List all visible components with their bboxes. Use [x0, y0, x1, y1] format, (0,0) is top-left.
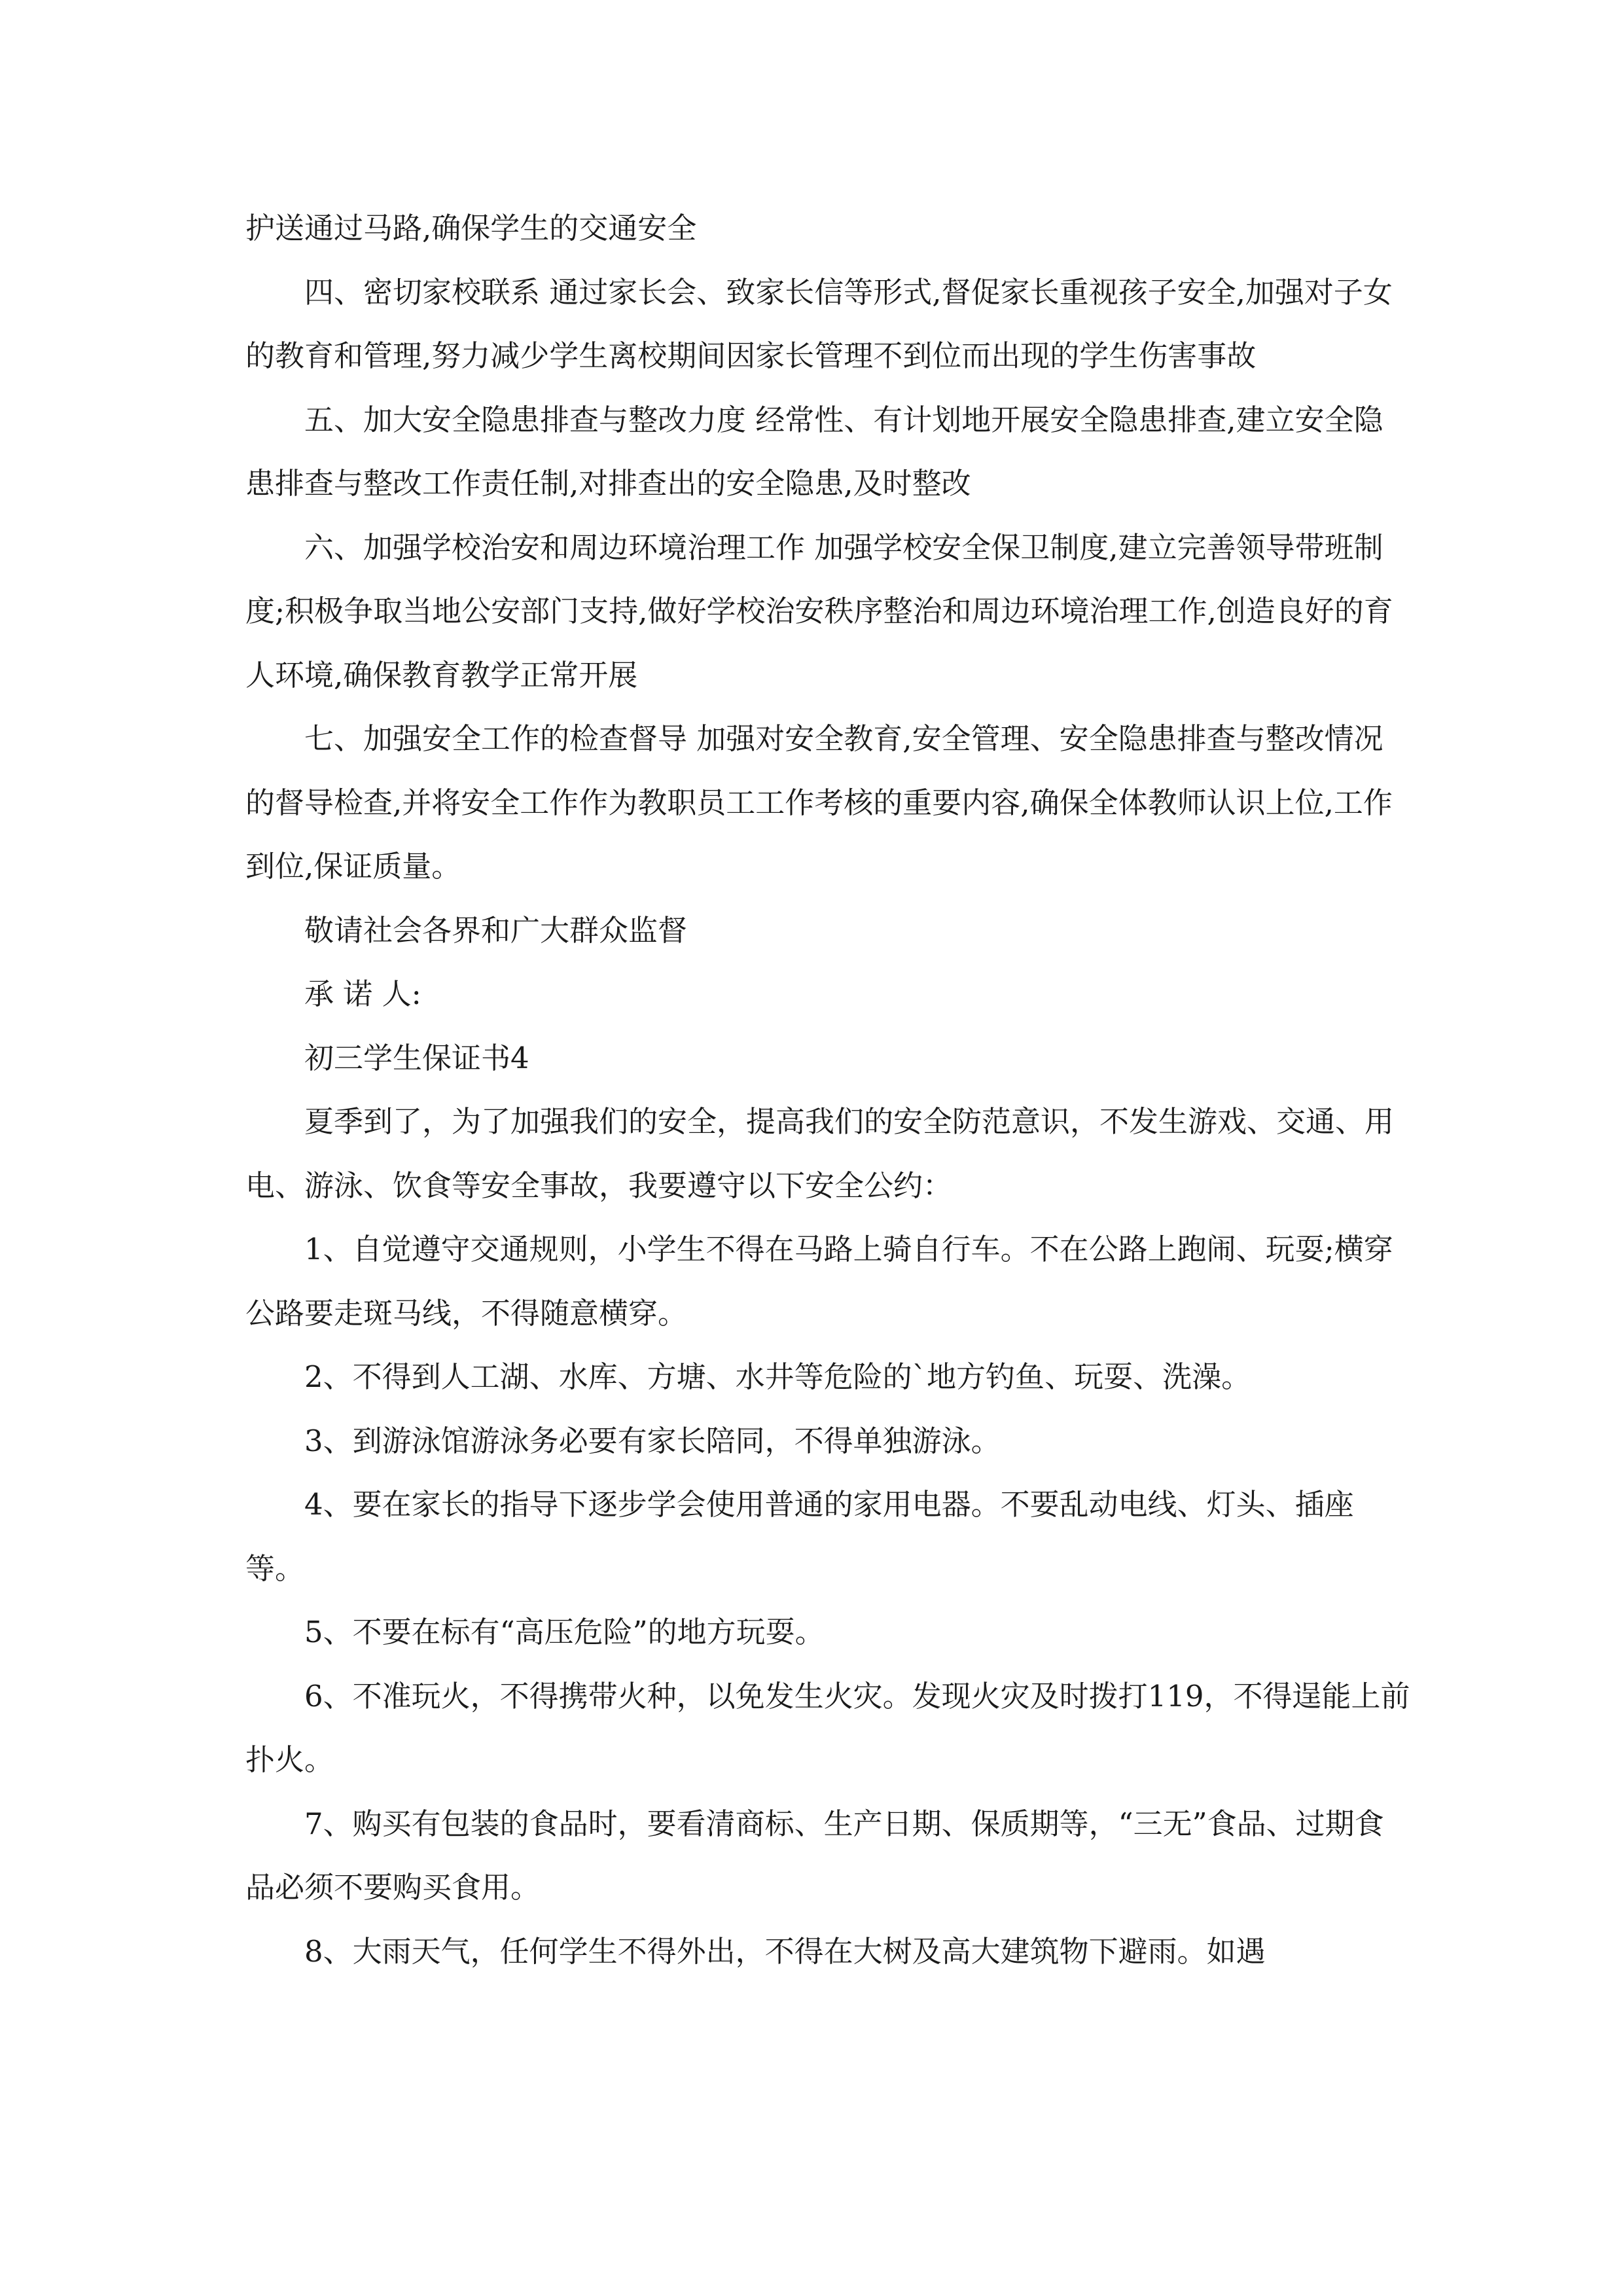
- list-item-2: 2、不得到人工湖、水库、方塘、水井等危险的`地方钓鱼、玩耍、洗澡。: [304, 1359, 1251, 1394]
- paragraph-item-five: 五、加大安全隐患排查与整改力度 经常性、有计划地开展安全隐患排查,建立安全隐患排查与整改工作责任制,对排查出的安全隐患,及时整改: [245, 402, 1383, 501]
- paragraph-supervision: 敬请社会各界和广大群众监督: [304, 912, 688, 948]
- list-item-7: 7、购买有包装的食品时，要看清商标、生产日期、保质期等，“三无”食品、过期食品必须不要购买食用。: [245, 1806, 1384, 1905]
- paragraph-item-four: 四、密切家校联系 通过家长会、致家长信等形式,督促家长重视孩子安全,加强对子女的教育和管理,努力减少学生离校期间因家长管理不到位而出现的学生伤害事故: [245, 274, 1393, 373]
- document-body: [245, 196, 1410, 1983]
- paragraph-signatory: 承 诺 人:: [304, 977, 421, 1011]
- list-item-6: 6、不准玩火，不得携带火种，以免发生火灾。发现火灾及时拨打119，不得逞能上前扑火。: [245, 1678, 1410, 1777]
- list-item-5: 5、不要在标有“高压危险”的地方玩耍。: [304, 1615, 825, 1649]
- list-item-1: 1、自觉遵守交通规则，小学生不得在马路上骑自行车。不在公路上跑闹、玩耍;横穿公路要走斑马线，不得随意横穿。: [245, 1232, 1393, 1331]
- list-item-3: 3、到游泳馆游泳务必要有家长陪同，不得单独游泳。: [304, 1423, 1001, 1458]
- paragraph-intro: 夏季到了，为了加强我们的安全，提高我们的安全防范意识，不发生游戏、交通、用电、游泳、饮食等安全事故，我要遵守以下安全公约：: [245, 1104, 1395, 1203]
- list-item-4: 4、要在家长的指导下逐步学会使用普通的家用电器。不要乱动电线、灯头、插座等。: [245, 1487, 1354, 1586]
- paragraph-item-seven: 七、加强安全工作的检查督导 加强对安全教育,安全管理、安全隐患排查与整改情况的督导检查,并将安全工作作为教职员工工作考核的重要内容,确保全体教师认识上位,工作到位,保证质量。: [245, 721, 1393, 884]
- paragraph-continuation: 护送通过马路,确保学生的交通安全: [245, 211, 697, 245]
- paragraph-item-six: 六、加强学校治安和周边环境治理工作 加强学校安全保卫制度,建立完善领导带班制度;积极争取当地公安部门支持,做好学校治安秩序整治和周边环境治理工作,创造良好的育人环境,确保教育教学正常开展: [245, 529, 1393, 692]
- section-heading: 初三学生保证书4: [304, 1040, 529, 1075]
- list-item-8: 8、大雨天气，任何学生不得外出，不得在大树及高大建筑物下避雨。如遇: [304, 1933, 1266, 1969]
